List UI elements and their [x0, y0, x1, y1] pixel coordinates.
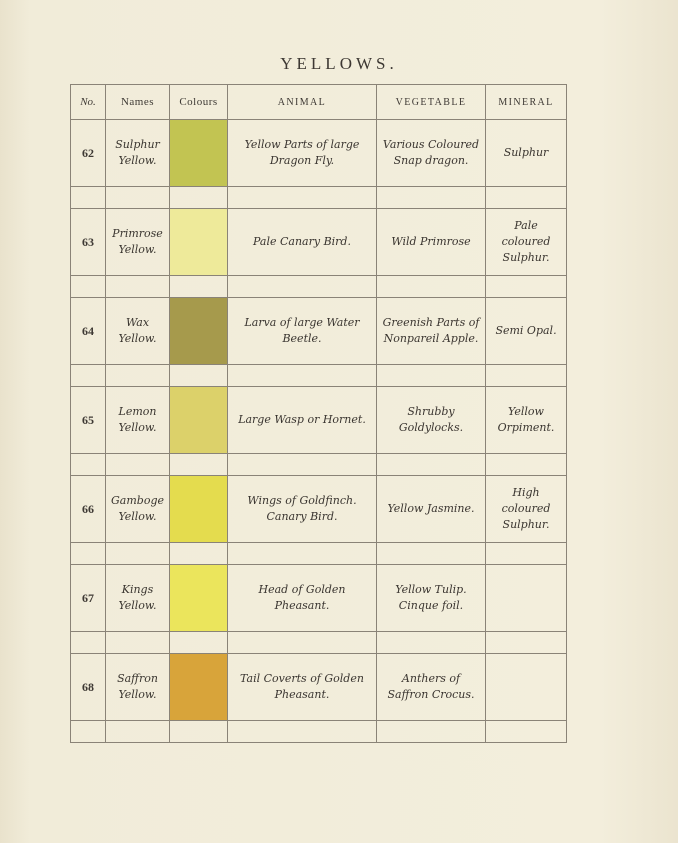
colour-swatch — [170, 387, 227, 453]
spacer-row — [71, 365, 567, 387]
mineral-cell: Semi Opal. — [486, 298, 567, 365]
animal-cell: Wings of Goldfinch. Canary Bird. — [228, 476, 377, 543]
colour-swatch-cell — [170, 476, 228, 543]
mineral-cell — [486, 654, 567, 721]
animal-cell: Head of Golden Pheasant. — [228, 565, 377, 632]
colour-name: Lemon Yellow. — [106, 387, 170, 454]
spacer-row — [71, 721, 567, 743]
colour-swatch — [170, 120, 227, 186]
vegetable-cell: Wild Primrose — [377, 209, 486, 276]
header-animal: ANIMAL — [228, 85, 377, 120]
row-number: 68 — [71, 654, 106, 721]
row-number: 67 — [71, 565, 106, 632]
colour-name: Saffron Yellow. — [106, 654, 170, 721]
animal-cell: Yellow Parts of large Dragon Fly. — [228, 120, 377, 187]
vegetable-cell: Shrubby Goldylocks. — [377, 387, 486, 454]
spacer-row — [71, 632, 567, 654]
table-row — [71, 120, 567, 187]
colour-name: Kings Yellow. — [106, 565, 170, 632]
table-row — [71, 654, 567, 721]
colour-swatch-cell — [170, 654, 228, 721]
vegetable-cell: Anthers of Saffron Crocus. — [377, 654, 486, 721]
header-row — [71, 85, 567, 120]
row-number: 62 — [71, 120, 106, 187]
spacer-row — [71, 276, 567, 298]
colour-table — [70, 84, 567, 743]
animal-cell: Large Wasp or Hornet. — [228, 387, 377, 454]
colour-name: Primrose Yellow. — [106, 209, 170, 276]
colour-swatch-cell — [170, 298, 228, 365]
table-row — [71, 565, 567, 632]
row-number: 63 — [71, 209, 106, 276]
header-names: Names — [106, 85, 170, 120]
spacer-row — [71, 543, 567, 565]
header-colours: Colours — [170, 85, 228, 120]
row-number: 65 — [71, 387, 106, 454]
vegetable-cell: Yellow Tulip. Cinque foil. — [377, 565, 486, 632]
vegetable-cell: Greenish Parts of Nonpareil Apple. — [377, 298, 486, 365]
animal-cell: Larva of large Water Beetle. — [228, 298, 377, 365]
spacer-row — [71, 454, 567, 476]
table-row — [71, 387, 567, 454]
colour-swatch — [170, 654, 227, 720]
mineral-cell: Yellow Orpiment. — [486, 387, 567, 454]
colour-swatch — [170, 565, 227, 631]
colour-name: Wax Yellow. — [106, 298, 170, 365]
table-row — [71, 476, 567, 543]
page-title: YELLOWS. — [280, 54, 398, 73]
colour-swatch — [170, 476, 227, 542]
table-row — [71, 209, 567, 276]
row-number: 64 — [71, 298, 106, 365]
colour-name: Sulphur Yellow. — [106, 120, 170, 187]
header-mineral: MINERAL — [486, 85, 567, 120]
colour-swatch-cell — [170, 120, 228, 187]
mineral-cell: High coloured Sulphur. — [486, 476, 567, 543]
spacer-row — [71, 187, 567, 209]
table-row — [71, 298, 567, 365]
vegetable-cell: Various Coloured Snap dragon. — [377, 120, 486, 187]
colour-swatch — [170, 298, 227, 364]
header-no: No. — [71, 85, 106, 120]
colour-swatch — [170, 209, 227, 275]
animal-cell: Tail Coverts of Golden Pheasant. — [228, 654, 377, 721]
mineral-cell — [486, 565, 567, 632]
header-vegetable: VEGETABLE — [377, 85, 486, 120]
colour-name: Gamboge Yellow. — [106, 476, 170, 543]
row-number: 66 — [71, 476, 106, 543]
mineral-cell: Sulphur — [486, 120, 567, 187]
colour-swatch-cell — [170, 387, 228, 454]
mineral-cell: Pale coloured Sulphur. — [486, 209, 567, 276]
colour-swatch-cell — [170, 209, 228, 276]
colour-swatch-cell — [170, 565, 228, 632]
vegetable-cell: Yellow Jasmine. — [377, 476, 486, 543]
animal-cell: Pale Canary Bird. — [228, 209, 377, 276]
